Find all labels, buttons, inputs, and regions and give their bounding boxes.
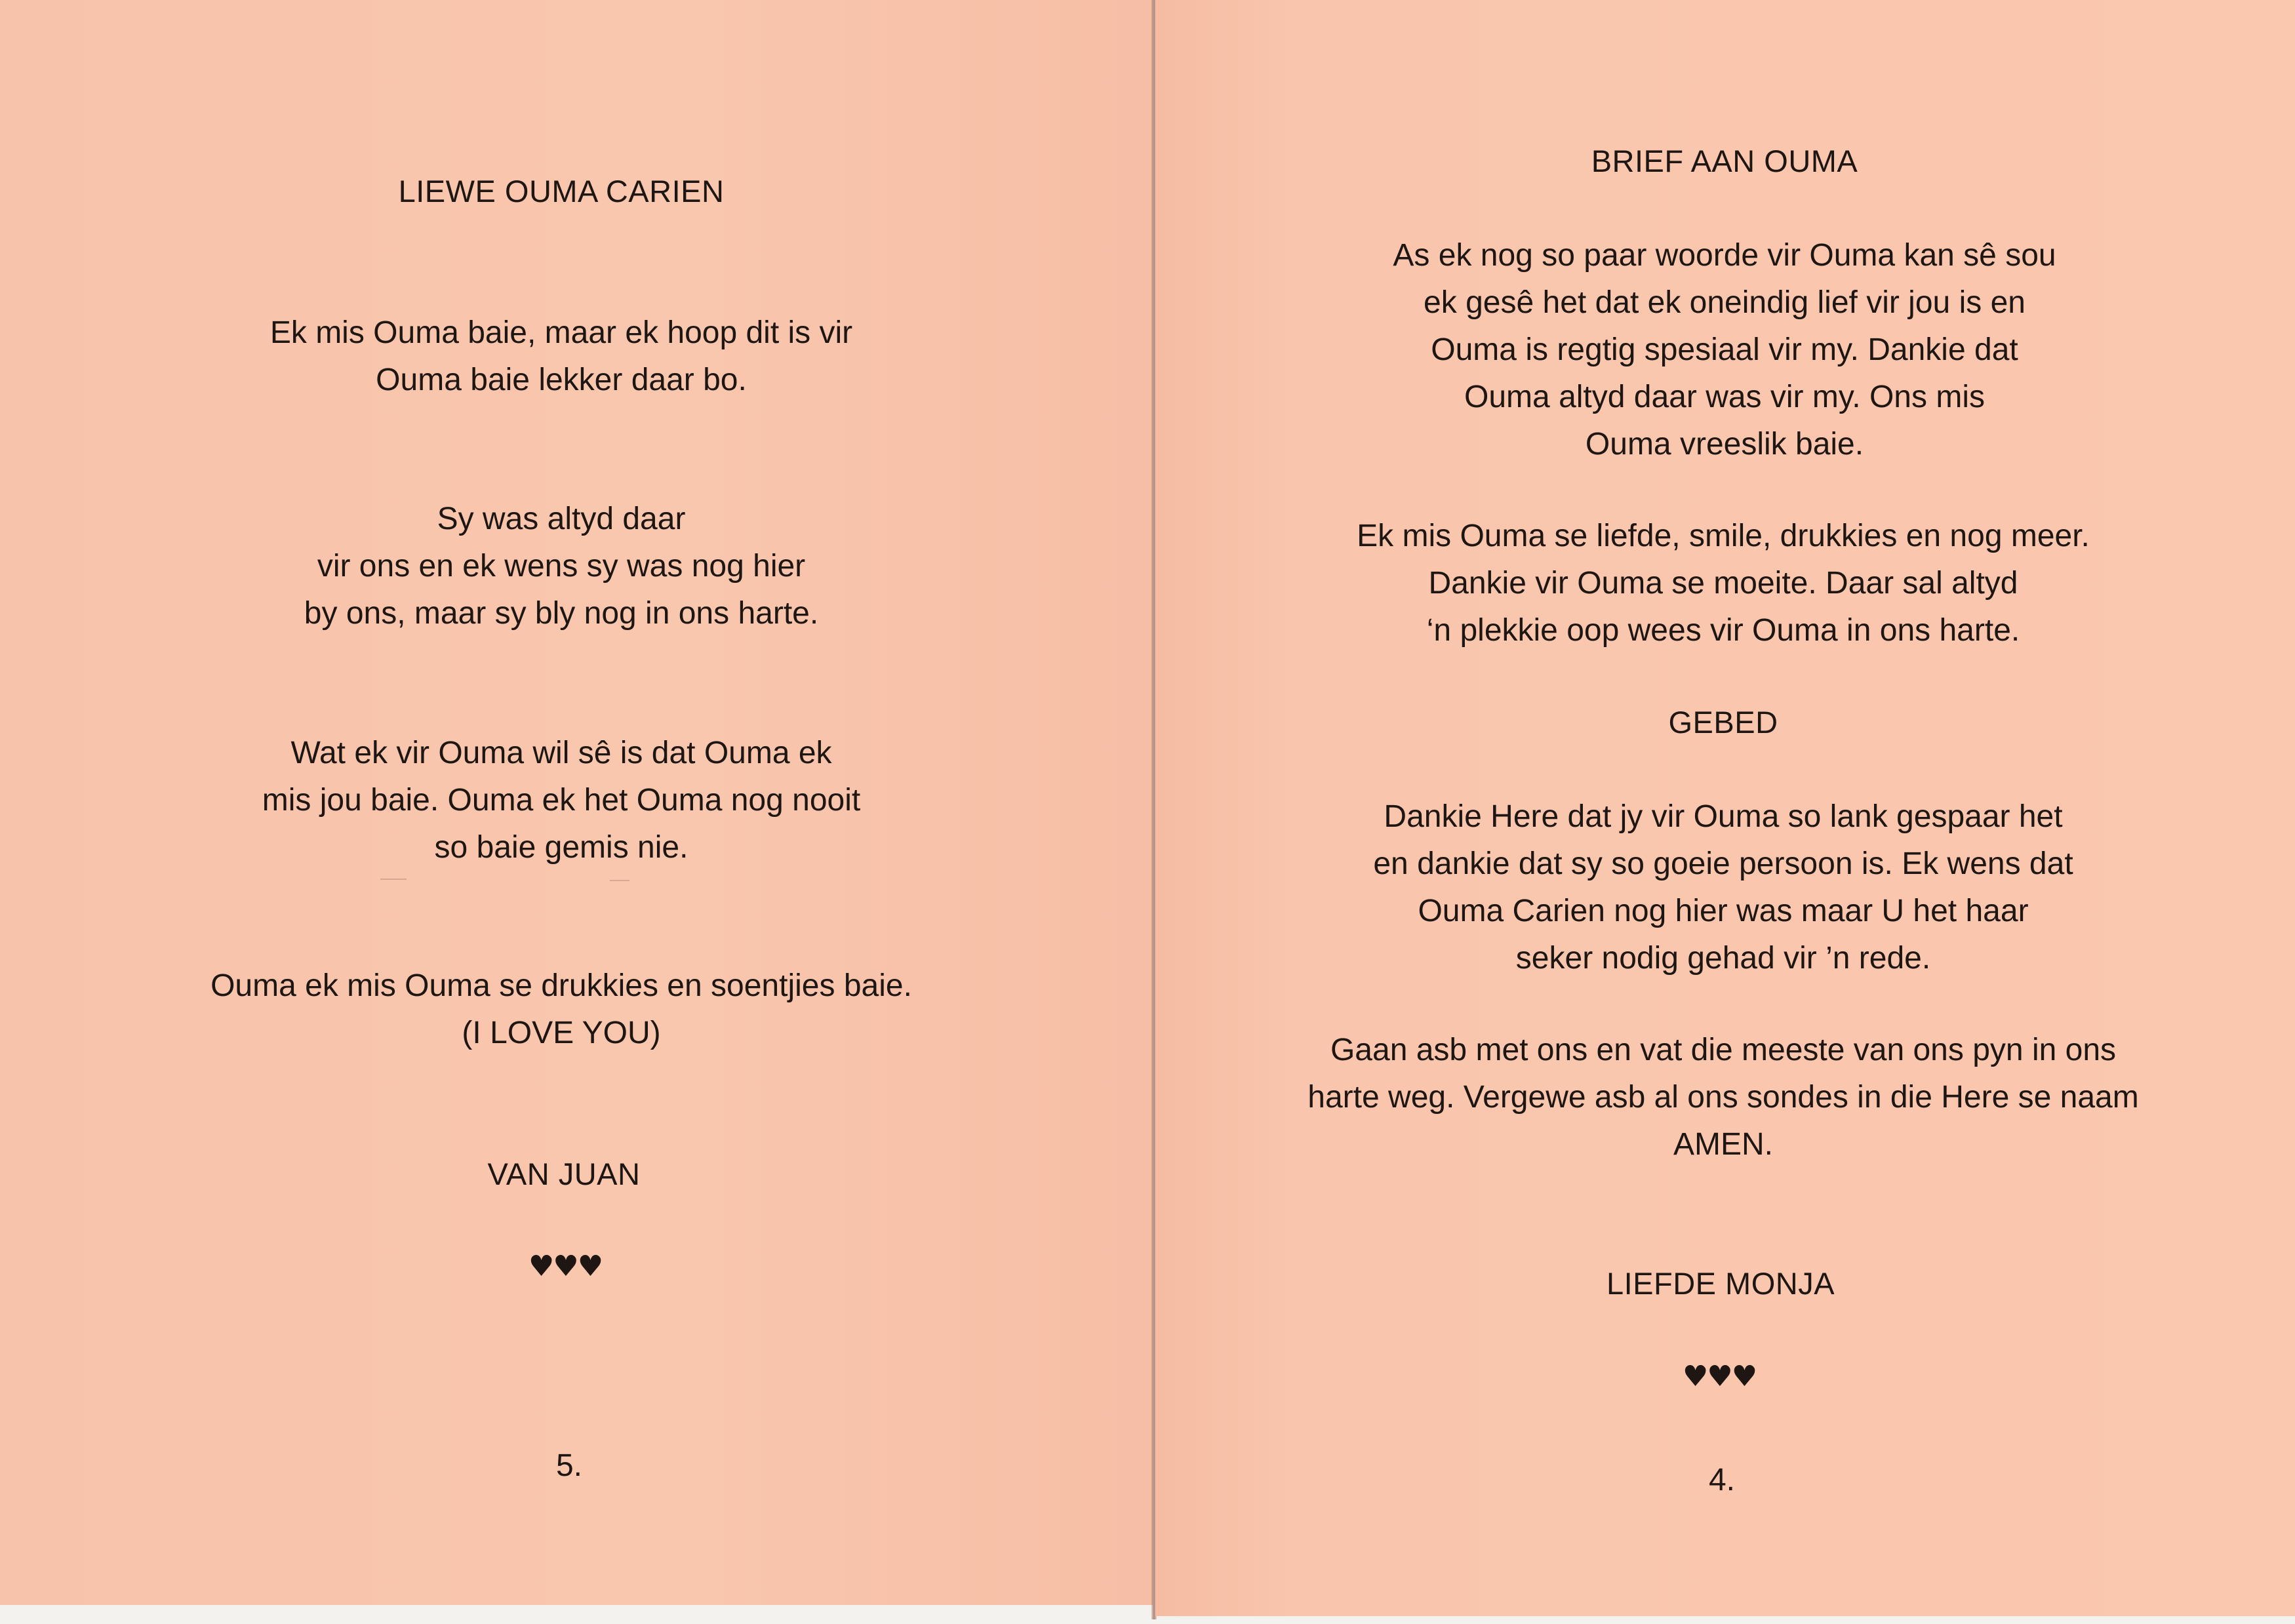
text-line: vir ons en ek wens sy was nog hier [317, 549, 806, 584]
text-line: by ons, maar sy bly nog in ons harte. [304, 596, 819, 631]
text-line: AMEN. [1673, 1127, 1773, 1162]
text-line: Ouma baie lekker daar bo. [376, 363, 747, 397]
text-line: Dankie Here dat jy vir Ouma so lank gespaar het [1384, 799, 2063, 834]
text-line: (I LOVE YOU) [462, 1016, 661, 1050]
text-line: seker nodig gehad vir ’n rede. [1515, 941, 1931, 976]
right-page-title: BRIEF AAN OUMA [1591, 144, 1858, 178]
text-line: ‘n plekkie oop wees vir Ouma in ons harte. [1426, 613, 2020, 648]
smudge-mark [610, 880, 629, 881]
right-page-number: 4. [1708, 1463, 1736, 1497]
left-paragraph-3 [262, 730, 861, 871]
left-page-number: 5. [555, 1448, 583, 1483]
left-hearts-icon: ♥♥♥ [528, 1250, 603, 1283]
text-line: Ouma altyd daar was vir my. Ons mis [1464, 380, 1985, 414]
text-line: Ouma vreeslik baie. [1585, 427, 1864, 462]
right-signature: LIEFDE MONJA [1606, 1266, 1835, 1301]
text-line: Dankie vir Ouma se moeite. Daar sal altyd [1428, 566, 2018, 601]
left-paragraph-2 [304, 496, 818, 637]
smudge-mark [380, 879, 407, 880]
text-line: Ouma ek mis Ouma se drukkies en soentjies baie. [210, 968, 912, 1003]
text-line: ek gesê het dat ek oneindig lief vir jou is en [1424, 285, 2026, 320]
right-hearts-icon: ♥♥♥ [1682, 1360, 1757, 1393]
text-line: harte weg. Vergewe asb al ons sondes in die Here se naam [1307, 1080, 2139, 1115]
text-line: en dankie dat sy so goeie persoon is. Ek wens dat [1373, 846, 2073, 881]
prayer-paragraph-2 [1307, 1027, 2138, 1168]
text-line: Wat ek vir Ouma wil sê is dat Ouma ek [290, 736, 832, 770]
text-line: mis jou baie. Ouma ek het Ouma nog nooit [262, 783, 861, 818]
prayer-paragraph-1 [1373, 793, 2073, 982]
prayer-title: GEBED [1668, 705, 1778, 740]
right-page [1155, 0, 2295, 1616]
text-line: Ek mis Ouma baie, maar ek hoop dit is vir [269, 315, 853, 350]
left-page-title: LIEWE OUMA CARIEN [398, 174, 725, 208]
left-paragraph-4 [210, 962, 912, 1057]
text-line: Ek mis Ouma se liefde, smile, drukkies en nog meer. [1357, 519, 2090, 553]
text-line: Ouma Carien nog hier was maar U het haar [1418, 894, 2029, 928]
right-paragraph-1 [1393, 232, 2056, 468]
text-line: Sy was altyd daar [437, 502, 686, 536]
right-paragraph-2 [1357, 513, 2090, 654]
left-signature: VAN JUAN [487, 1157, 641, 1191]
text-line: As ek nog so paar woorde vir Ouma kan sê sou [1393, 238, 2056, 273]
left-paragraph-1 [270, 309, 852, 404]
text-line: Gaan asb met ons en vat die meeste van ons pyn in ons [1330, 1033, 2117, 1067]
text-line: Ouma is regtig spesiaal vir my. Dankie dat [1431, 332, 2018, 367]
text-line: so baie gemis nie. [434, 830, 688, 865]
left-page [0, 0, 1153, 1605]
